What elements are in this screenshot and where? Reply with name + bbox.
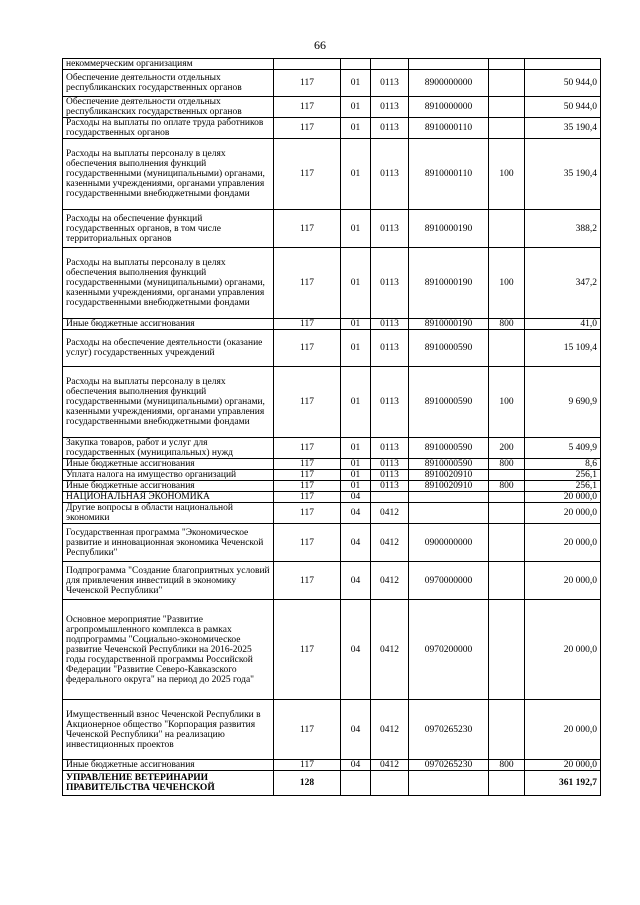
table-row xyxy=(63,248,601,319)
table-cell: 01 xyxy=(341,248,371,319)
table-row xyxy=(63,70,601,97)
table-cell: НАЦИОНАЛЬНАЯ ЭКОНОМИКА xyxy=(63,492,274,503)
table-cell: 20 000,0 xyxy=(525,503,601,524)
table-cell xyxy=(409,59,489,70)
table-row xyxy=(63,139,601,210)
table-cell: 20 000,0 xyxy=(525,600,601,700)
table-cell xyxy=(489,118,525,139)
table-cell: 0113 xyxy=(371,118,409,139)
table-cell: Обеспечение деятельности отдельных республиканских государственных органов xyxy=(63,97,274,118)
table-cell: 0412 xyxy=(371,503,409,524)
table-cell: 8910000110 xyxy=(409,139,489,210)
table-cell: 800 xyxy=(489,319,525,330)
table-cell: 41,0 xyxy=(525,319,601,330)
table-cell: 200 xyxy=(489,438,525,459)
table-cell: 100 xyxy=(489,139,525,210)
table-cell xyxy=(489,97,525,118)
table-cell: 35 190,4 xyxy=(525,139,601,210)
table-cell: 0113 xyxy=(371,248,409,319)
table-cell: 361 192,7 xyxy=(525,771,601,796)
table-cell xyxy=(489,700,525,760)
table-row xyxy=(63,503,601,524)
table-cell: 50 944,0 xyxy=(525,70,601,97)
table-cell: 117 xyxy=(274,118,341,139)
table-cell: 04 xyxy=(341,700,371,760)
table-cell xyxy=(371,492,409,503)
table-cell: 8910000590 xyxy=(409,367,489,438)
table-cell: УПРАВЛЕНИЕ ВЕТЕРИНАРИИ ПРАВИТЕЛЬСТВА ЧЕЧЕНСКОЙ xyxy=(63,771,274,796)
table-cell: 0113 xyxy=(371,139,409,210)
table-cell: 800 xyxy=(489,760,525,771)
table-cell: 01 xyxy=(341,438,371,459)
table-cell xyxy=(489,771,525,796)
table-cell: 117 xyxy=(274,481,341,492)
budget-table xyxy=(62,58,601,796)
table-cell: 01 xyxy=(341,97,371,118)
table-cell: 256,1 xyxy=(525,470,601,481)
table-cell: 8910000190 xyxy=(409,248,489,319)
table-cell xyxy=(341,771,371,796)
table-cell: 9 690,9 xyxy=(525,367,601,438)
table-cell xyxy=(409,492,489,503)
table-row xyxy=(63,438,601,459)
table-cell: Расходы на обеспечение деятельности (оказание услуг) государственных учреждений xyxy=(63,330,274,367)
table-cell: Основное мероприятие "Развитие агропромышленного комплекса в рамках подпрограммы "Социально-экономическое развитие Чеченской Республики на 2016-2025 годы государственной программы Российской Федерации "Развитие Северо-Кавказского федерального округа" на период до 2025 года" xyxy=(63,600,274,700)
table-cell xyxy=(489,492,525,503)
table-cell xyxy=(489,210,525,248)
table-cell: Расходы на обеспечение функций государственных органов, в том числе территориальных органов xyxy=(63,210,274,248)
table-cell: Иные бюджетные ассигнования xyxy=(63,481,274,492)
table-cell: 8900000000 xyxy=(409,70,489,97)
table-row xyxy=(63,118,601,139)
table-cell: 0412 xyxy=(371,700,409,760)
table-cell: 347,2 xyxy=(525,248,601,319)
table-cell: 0113 xyxy=(371,330,409,367)
table-cell: Расходы на выплаты по оплате труда работников государственных органов xyxy=(63,118,274,139)
table-cell: 01 xyxy=(341,139,371,210)
table-cell: 0113 xyxy=(371,367,409,438)
table-cell xyxy=(489,503,525,524)
table-cell: 01 xyxy=(341,210,371,248)
table-cell: 0900000000 xyxy=(409,524,489,562)
table-row xyxy=(63,771,601,796)
table-cell: 0113 xyxy=(371,97,409,118)
table-cell: 8910000000 xyxy=(409,97,489,118)
table-row xyxy=(63,59,601,70)
table-cell: 117 xyxy=(274,210,341,248)
table-cell xyxy=(489,524,525,562)
table-cell: 8910000590 xyxy=(409,438,489,459)
table-cell: Уплата налога на имущество организаций xyxy=(63,470,274,481)
table-row xyxy=(63,319,601,330)
table-cell: 117 xyxy=(274,492,341,503)
table-cell: 01 xyxy=(341,459,371,470)
table-cell: 0970265230 xyxy=(409,700,489,760)
table-cell xyxy=(489,70,525,97)
table-cell xyxy=(489,562,525,600)
table-cell: 5 409,9 xyxy=(525,438,601,459)
table-cell: 04 xyxy=(341,524,371,562)
table-cell: 8910020910 xyxy=(409,481,489,492)
table-cell xyxy=(525,59,601,70)
table-cell: 01 xyxy=(341,367,371,438)
table-cell: 04 xyxy=(341,503,371,524)
table-cell: 117 xyxy=(274,459,341,470)
table-cell: 117 xyxy=(274,97,341,118)
table-cell xyxy=(371,59,409,70)
table-cell: 0970000000 xyxy=(409,562,489,600)
table-cell: 04 xyxy=(341,492,371,503)
table-cell: 117 xyxy=(274,503,341,524)
table-cell: 50 944,0 xyxy=(525,97,601,118)
table-cell: 117 xyxy=(274,760,341,771)
table-row xyxy=(63,562,601,600)
table-row xyxy=(63,97,601,118)
table-cell: Имущественный взнос Чеченской Республики в Акционерное общество "Корпорация развития Чеченской Республики" на реализацию инвестиционных проектов xyxy=(63,700,274,760)
table-cell: 01 xyxy=(341,470,371,481)
table-row xyxy=(63,524,601,562)
table-cell xyxy=(371,771,409,796)
table-cell: 117 xyxy=(274,562,341,600)
table-cell: 800 xyxy=(489,481,525,492)
table-row xyxy=(63,330,601,367)
table-cell: 117 xyxy=(274,248,341,319)
table-cell: 100 xyxy=(489,248,525,319)
table-cell: 0970265230 xyxy=(409,760,489,771)
table-cell: 117 xyxy=(274,139,341,210)
table-cell: Иные бюджетные ассигнования xyxy=(63,459,274,470)
table-cell: 20 000,0 xyxy=(525,492,601,503)
table-cell: 0970200000 xyxy=(409,600,489,700)
table-cell: 01 xyxy=(341,70,371,97)
table-row xyxy=(63,470,601,481)
table-cell: 35 190,4 xyxy=(525,118,601,139)
table-cell: 117 xyxy=(274,438,341,459)
table-cell: 0412 xyxy=(371,760,409,771)
table-cell: 04 xyxy=(341,562,371,600)
table-cell xyxy=(489,470,525,481)
table-cell: 0113 xyxy=(371,319,409,330)
table-cell xyxy=(489,59,525,70)
table-cell: Расходы на выплаты персоналу в целях обеспечения выполнения функций государственными (муниципальными) органами, казенными учреждениями, органами управления государственными внебюджетными фондами xyxy=(63,139,274,210)
table-cell: Расходы на выплаты персоналу в целях обеспечения выполнения функций государственными (муниципальными) органами, казенными учреждениями, органами управления государственными внебюджетными фондами xyxy=(63,248,274,319)
table-cell: 8910020910 xyxy=(409,470,489,481)
table-cell: Расходы на выплаты персоналу в целях обеспечения выполнения функций государственными (муниципальными) органами, казенными учреждениями, органами управления государственными внебюджетными фондами xyxy=(63,367,274,438)
table-cell: 01 xyxy=(341,481,371,492)
page-number: 66 xyxy=(314,38,326,52)
table-cell: Иные бюджетные ассигнования xyxy=(63,319,274,330)
table-cell: 117 xyxy=(274,319,341,330)
table-cell: 0412 xyxy=(371,600,409,700)
table-cell: 20 000,0 xyxy=(525,760,601,771)
table-cell: 0412 xyxy=(371,524,409,562)
table-cell: 0113 xyxy=(371,481,409,492)
table-cell: 117 xyxy=(274,330,341,367)
table-row xyxy=(63,481,601,492)
table-cell xyxy=(341,59,371,70)
table-cell: 0113 xyxy=(371,438,409,459)
table-row xyxy=(63,210,601,248)
table-cell: 8910000110 xyxy=(409,118,489,139)
table-row xyxy=(63,459,601,470)
table-cell: 15 109,4 xyxy=(525,330,601,367)
table-cell: 8910000590 xyxy=(409,330,489,367)
table-cell: некоммерческим организациям xyxy=(63,59,274,70)
table-cell: 0113 xyxy=(371,70,409,97)
table-cell: 04 xyxy=(341,600,371,700)
table-cell: 117 xyxy=(274,70,341,97)
table-cell: 117 xyxy=(274,524,341,562)
table-cell: 20 000,0 xyxy=(525,562,601,600)
table-cell xyxy=(409,503,489,524)
table-row xyxy=(63,600,601,700)
table-cell: 117 xyxy=(274,367,341,438)
table-cell: 117 xyxy=(274,470,341,481)
table-cell: 117 xyxy=(274,600,341,700)
table-cell: 0113 xyxy=(371,210,409,248)
table-cell: Обеспечение деятельности отдельных республиканских государственных органов xyxy=(63,70,274,97)
table-cell: 8910000190 xyxy=(409,210,489,248)
table-cell: Закупка товаров, работ и услуг для государственных (муниципальных) нужд xyxy=(63,438,274,459)
table-cell: 20 000,0 xyxy=(525,700,601,760)
table-cell: 256,1 xyxy=(525,481,601,492)
table-cell: 0412 xyxy=(371,562,409,600)
table-cell xyxy=(489,600,525,700)
table-cell: Другие вопросы в области национальной экономики xyxy=(63,503,274,524)
table-cell: 800 xyxy=(489,459,525,470)
table-cell: 388,2 xyxy=(525,210,601,248)
table-cell: 01 xyxy=(341,330,371,367)
table-cell: Иные бюджетные ассигнования xyxy=(63,760,274,771)
table-row xyxy=(63,367,601,438)
table-cell: Подпрограмма "Создание благоприятных условий для привлечения инвестиций в экономику Чеченской Республики" xyxy=(63,562,274,600)
table-cell: 100 xyxy=(489,367,525,438)
table-row xyxy=(63,700,601,760)
table-cell xyxy=(274,59,341,70)
table-cell: Государственная программа "Экономическое развитие и инновационная экономика Чеченской Республики" xyxy=(63,524,274,562)
table-cell: 04 xyxy=(341,760,371,771)
table-cell: 01 xyxy=(341,319,371,330)
table-cell: 8910000590 xyxy=(409,459,489,470)
table-cell xyxy=(489,330,525,367)
table-cell: 0113 xyxy=(371,470,409,481)
table-cell: 8910000190 xyxy=(409,319,489,330)
table-cell xyxy=(409,771,489,796)
table-cell: 20 000,0 xyxy=(525,524,601,562)
table-cell: 128 xyxy=(274,771,341,796)
table-cell: 8,6 xyxy=(525,459,601,470)
table-cell: 01 xyxy=(341,118,371,139)
table-cell: 117 xyxy=(274,700,341,760)
table-row xyxy=(63,492,601,503)
table-row xyxy=(63,760,601,771)
table-cell: 0113 xyxy=(371,459,409,470)
